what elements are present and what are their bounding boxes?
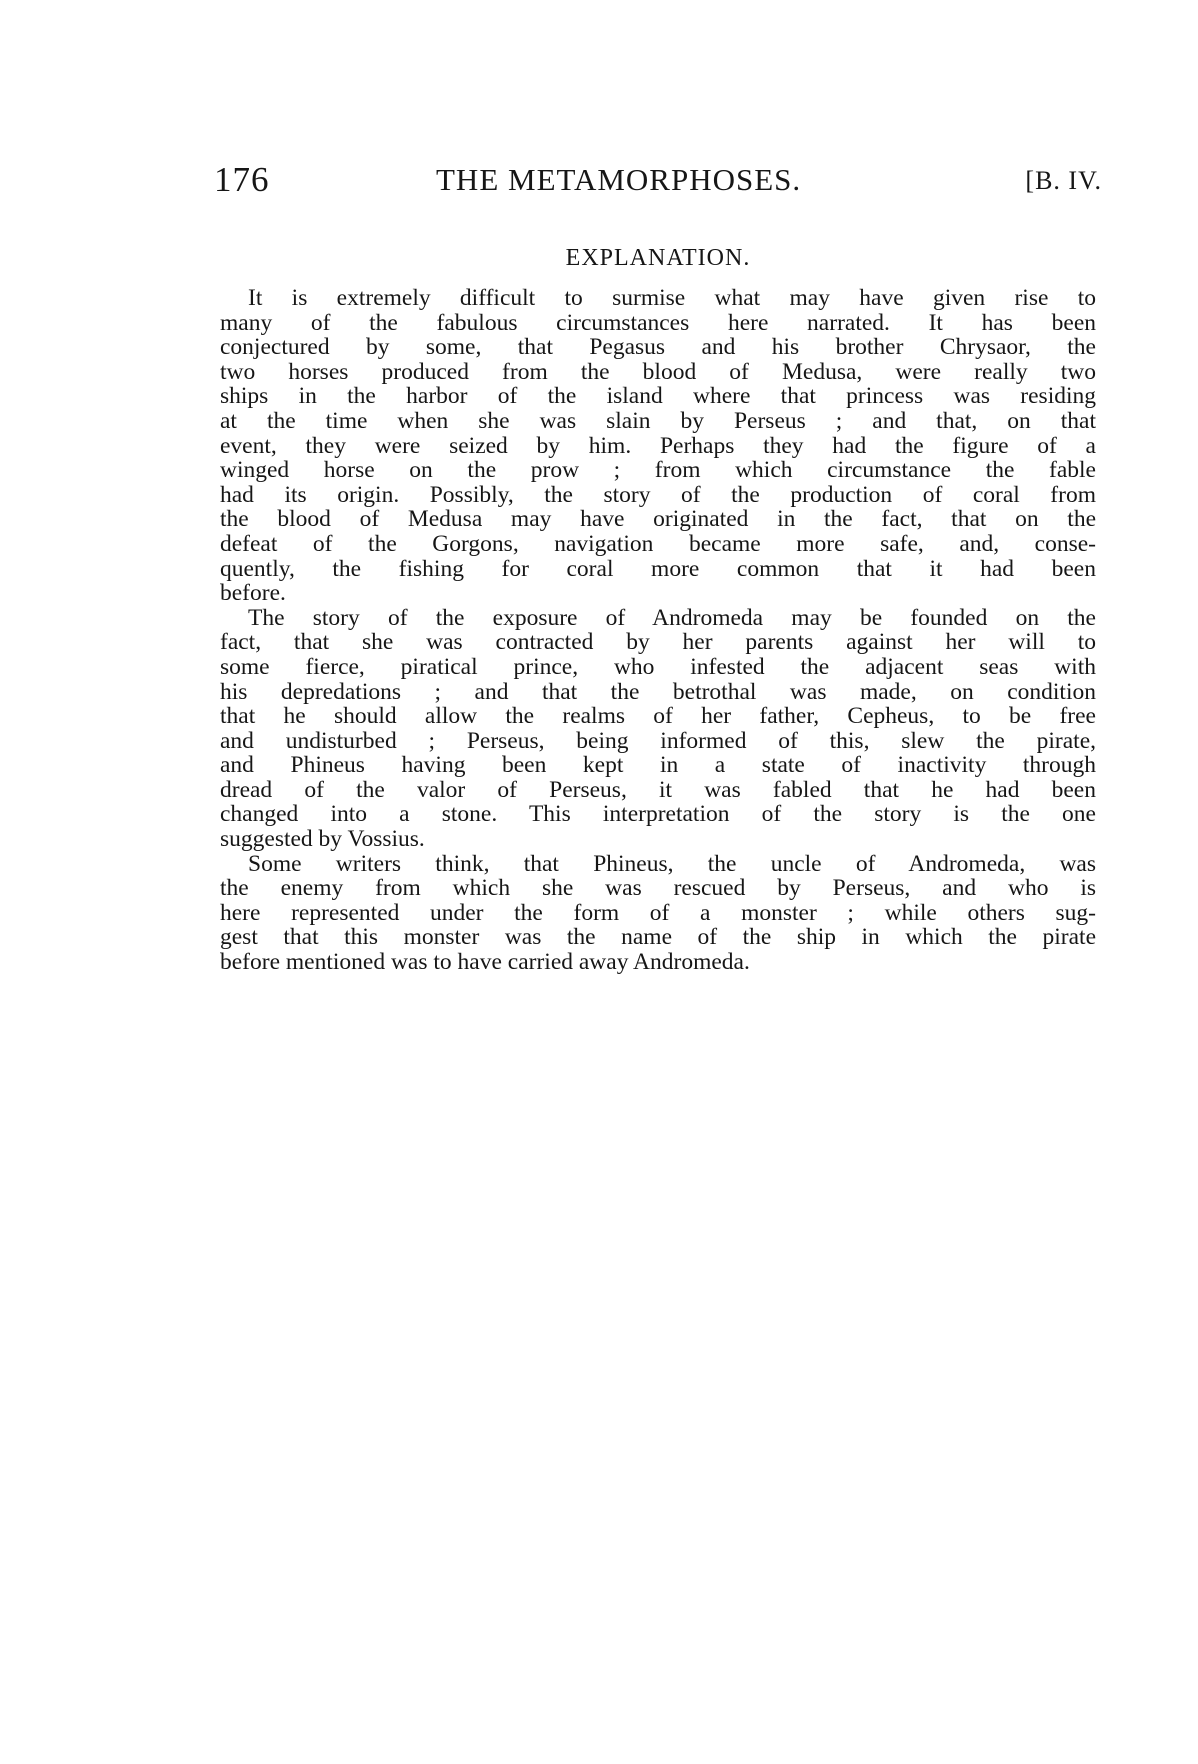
text-line: the blood of Medusa may have originated in the fact, that on the: [220, 506, 1096, 533]
paragraph-1: [220, 286, 1096, 606]
page-number: 176: [214, 160, 270, 199]
text-line: defeat of the Gorgons, navigation became more safe, and, conse-: [220, 530, 1096, 557]
text-line: ships in the harbor of the island where that princess was residing: [220, 383, 1096, 410]
text-line: here represented under the form of a monster ; while others sug-: [220, 899, 1096, 926]
text-line: and Phineus having been kept in a state of inactivity through: [220, 752, 1096, 779]
text-line: conjectured by some, that Pegasus and his brother Chrysaor, the: [220, 334, 1096, 361]
text-line: some fierce, piratical prince, who infested the adjacent seas with: [220, 653, 1096, 680]
book-reference: [B. IV.: [1025, 166, 1102, 195]
book-title: THE METAMORPHOSES.: [436, 162, 802, 197]
text-line: his depredations ; and that the betrothal was made, on condition: [220, 678, 1096, 705]
text-line: event, they were seized by him. Perhaps they had the figure of a: [220, 432, 1096, 459]
text-line: had its origin. Possibly, the story of the production of coral from: [220, 481, 1096, 508]
text-line: before mentioned was to have carried away Andromeda.: [220, 949, 750, 976]
text-line: before.: [220, 580, 286, 607]
text-line: quently, the fishing for coral more common that it had been: [220, 555, 1096, 582]
text-line: fact, that she was contracted by her parents against her will to: [220, 629, 1096, 656]
text-line: many of the fabulous circumstances here narrated. It has been: [220, 309, 1096, 336]
text-line: suggested by Vossius.: [220, 826, 425, 853]
text-line: that he should allow the realms of her father, Cepheus, to be free: [220, 703, 1096, 730]
text-line: gest that this monster was the name of the ship in which the pirate: [220, 924, 1096, 951]
text-line: It is extremely difficult to surmise what may have given rise to: [248, 285, 1096, 311]
text-line: the enemy from which she was rescued by Perseus, and who is: [220, 875, 1096, 902]
text-line: winged horse on the prow ; from which circumstance the fable: [220, 457, 1096, 484]
text-line: and undisturbed ; Perseus, being informed of this, slew the pirate,: [220, 727, 1096, 754]
text-line: changed into a stone. This interpretation of the story is the one: [220, 801, 1096, 828]
body-text: [220, 286, 1096, 975]
section-heading: EXPLANATION.: [565, 245, 751, 271]
paragraph-2: [220, 606, 1096, 852]
paragraph-3: [220, 852, 1096, 975]
text-line: Some writers think, that Phineus, the uncle of Andromeda, was: [248, 850, 1096, 877]
text-line: two horses produced from the blood of Medusa, were really two: [220, 358, 1096, 385]
text-line: dread of the valor of Perseus, it was fabled that he had been: [220, 776, 1096, 803]
running-head: [214, 158, 1102, 202]
text-line: The story of the exposure of Andromeda may be founded on the: [248, 604, 1096, 631]
text-line: at the time when she was slain by Perseus ; and that, on that: [220, 407, 1096, 434]
